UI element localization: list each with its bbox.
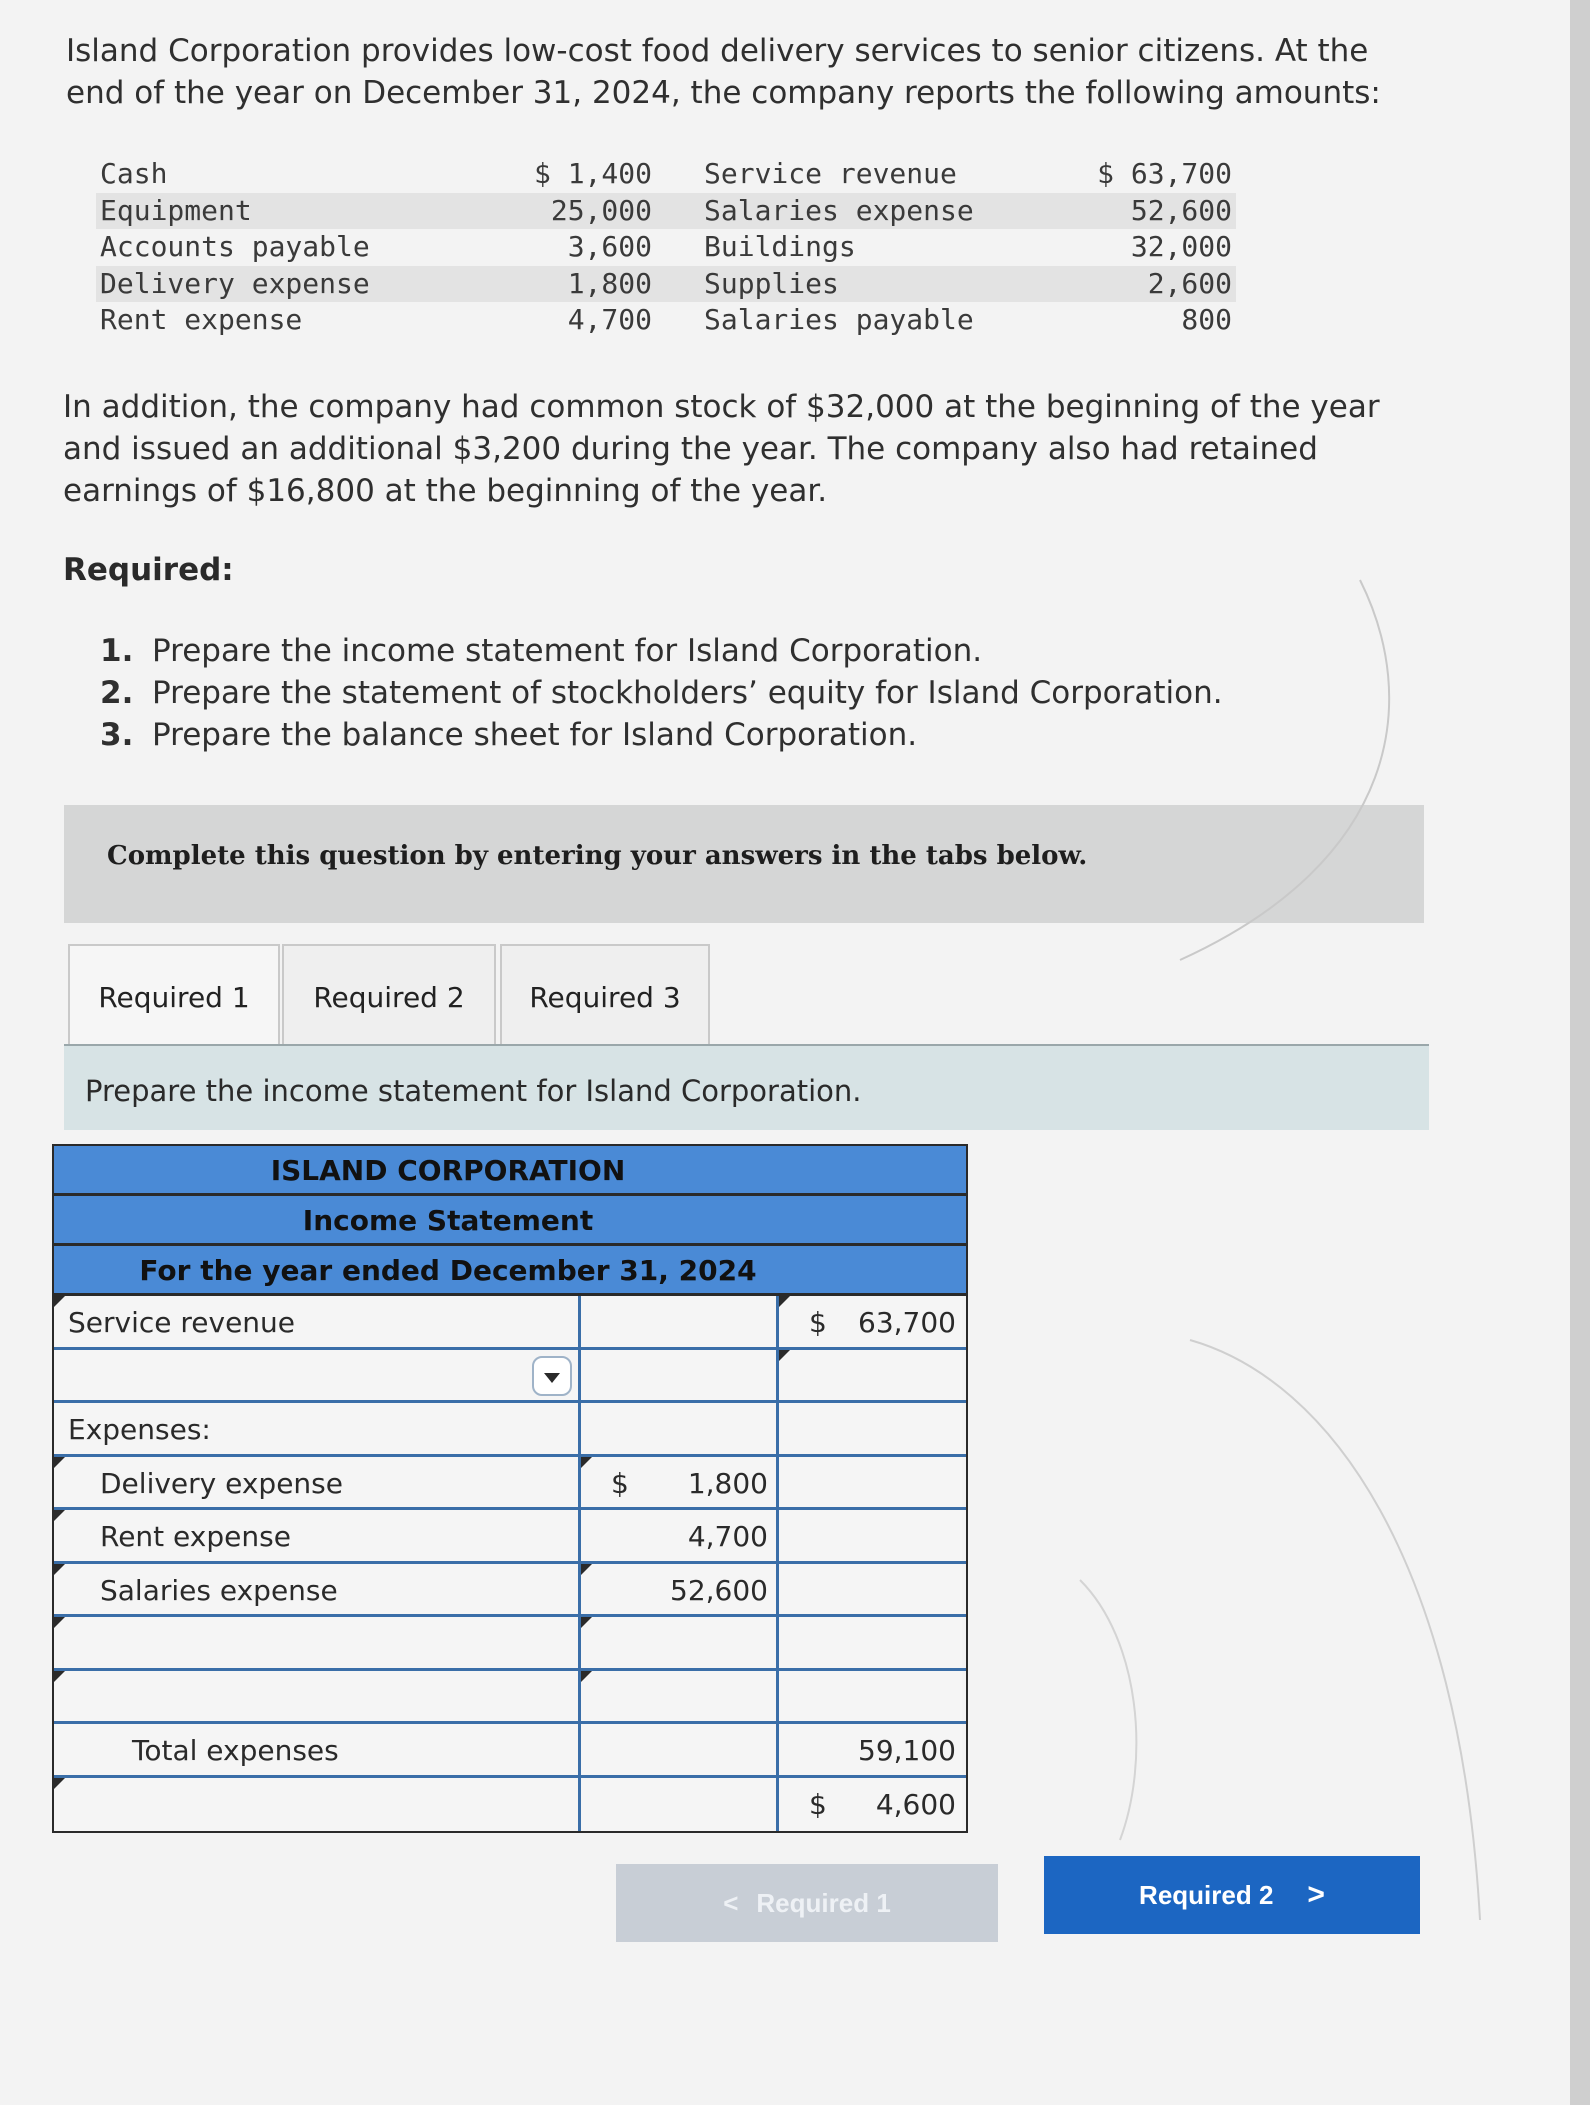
tab-required-1[interactable]: Required 1 — [68, 944, 280, 1054]
button-label: Required 2 — [1139, 1880, 1274, 1910]
additional-info: In addition, the company had common stock of $32,000 at the beginning of the year and issued an additional $3,200 during the year. The company also had retained earnings of $16,800 at the beginning of the year. — [63, 389, 1380, 509]
account-name: Service revenue — [704, 157, 957, 190]
salaries-expense-amount[interactable]: 52,600 — [581, 1564, 779, 1615]
account-amount: 25,000 — [550, 193, 652, 227]
dollar-sign: $ — [611, 1466, 629, 1500]
screen-edge — [1570, 0, 1590, 2105]
account-name: Supplies — [704, 266, 839, 300]
button-label: Required 1 — [756, 1887, 891, 1918]
account-name: Rent expense — [100, 303, 303, 336]
salaries-expense-label[interactable]: Salaries expense — [54, 1564, 581, 1615]
item-number: 3. — [100, 717, 134, 753]
item-text: Prepare the income statement for Island Corporation. — [152, 633, 983, 669]
statement-company: ISLAND CORPORATION — [54, 1146, 966, 1196]
problem-intro: Island Corporation provides low-cost food delivery services to senior citizens. At the end of the year on December 31, 2024, the company reports the following amounts: — [66, 33, 1381, 111]
expenses-label: Expenses: — [54, 1403, 581, 1454]
required-heading: Required: — [63, 552, 234, 588]
statement-title: Income Statement — [54, 1196, 966, 1246]
rent-expense-amount[interactable]: 4,700 — [581, 1510, 779, 1561]
account-name: Delivery expense — [100, 266, 370, 300]
account-amount: 32,000 — [1130, 230, 1232, 263]
delivery-expense-label[interactable]: Delivery expense — [54, 1457, 581, 1508]
banner-text: Complete this question by entering your answers in the tabs below. — [107, 841, 1088, 871]
item-number: 1. — [100, 633, 134, 669]
account-amount: 52,600 — [1130, 193, 1232, 227]
account-name: Salaries expense — [704, 193, 974, 227]
account-name: Salaries payable — [704, 303, 974, 336]
chevron-right-icon: > — [1307, 1878, 1325, 1911]
item-text: Prepare the balance sheet for Island Corporation. — [152, 717, 918, 753]
rent-expense-label[interactable]: Rent expense — [54, 1510, 581, 1561]
account-amount: 1,800 — [567, 266, 652, 300]
account-name: Accounts payable — [100, 230, 370, 263]
tab-required-2[interactable]: Required 2 — [282, 944, 496, 1048]
item-text: Prepare the statement of stockholders’ equity for Island Corporation. — [152, 675, 1223, 711]
account-amount: $ 63,700 — [1097, 157, 1232, 190]
account-amount: 2,600 — [1147, 266, 1232, 300]
amount-value: 63,700 — [858, 1306, 956, 1339]
amount-value: 1,800 — [687, 1466, 768, 1500]
amount-value: 4,600 — [875, 1787, 956, 1821]
chevron-left-icon: < — [723, 1887, 739, 1918]
account-name: Equipment — [100, 193, 252, 227]
instruction-text: Prepare the income statement for Island Corporation. — [85, 1074, 862, 1108]
account-name: Cash — [100, 157, 168, 190]
total-expenses-amount[interactable]: 59,100 — [779, 1724, 962, 1775]
total-expenses-label: Total expenses — [54, 1724, 581, 1775]
item-number: 2. — [100, 675, 134, 711]
account-amount: 3,600 — [567, 230, 652, 263]
dollar-sign: $ — [809, 1787, 827, 1821]
tab-required-3[interactable]: Required 3 — [500, 944, 710, 1048]
account-name: Buildings — [704, 230, 856, 263]
account-amount: 4,700 — [567, 303, 652, 336]
dollar-sign: $ — [809, 1306, 827, 1339]
account-amount: 800 — [1181, 303, 1232, 336]
statement-period: For the year ended December 31, 2024 — [54, 1246, 966, 1296]
account-amount: $ 1,400 — [533, 157, 652, 190]
service-revenue-label[interactable]: Service revenue — [54, 1296, 581, 1347]
